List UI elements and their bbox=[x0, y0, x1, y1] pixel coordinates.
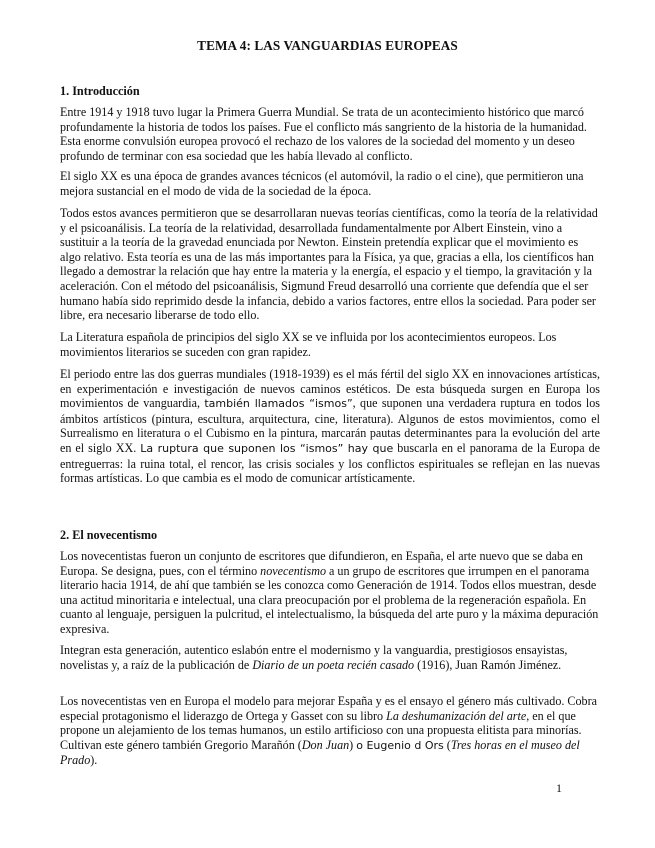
section-heading-novecentismo: 2. El novecentismo bbox=[60, 528, 158, 542]
paragraph-avances-tecnicos: El siglo XX es una época de grandes avances técnicos (el automóvil, la radio o el cine), que permitieron una mejora sustancial en el modo de vida de la sociedad de la época. bbox=[60, 169, 584, 198]
paragraph-literatura-espanola: La Literatura española de principios del siglo XX se ve influida por los acontecimientos europeos. Los movimientos literarios se suceden con gran rapidez. bbox=[60, 330, 557, 359]
section-heading-introduccion: 1. Introducción bbox=[60, 84, 140, 98]
paragraph-generacion: Integran esta generación, autentico eslabón entre el modernismo y la vanguardia, prestigiosos ensayistas, novelistas y, a raíz de la publicación de Diario de un poeta recién casado (1916), Juan Ramón Jiménez. bbox=[60, 643, 568, 672]
page-number: 1 bbox=[556, 781, 562, 795]
paragraph-ensayo: Los novecentistas ven en Europa el modelo para mejorar España y es el ensayo el género más cultivado. Cobra especial protagonismo el liderazgo de Ortega y Gasset con su libro La deshumanización del arte, en el que propone un alejamiento de los temas humanos, un estilo artificioso con una propuesta elitista para minorías. Cultivan este género también Gregorio Marañón (Don Juan) o Eugenio d Ors (Tres horas en el museo del Prado). bbox=[60, 694, 597, 768]
page-title: TEMA 4: LAS VANGUARDIAS EUROPEAS bbox=[197, 38, 458, 53]
paragraph-novecentistas: Los novecentistas fueron un conjunto de escritores que difundieron, en España, el arte nuevo que se daba en Europa. Se designa, pues, con el término novecentismo a un grupo de escritores que irrumpen en el panorama literario hacia 1914, de ahí que también se les conozca como Generación de 1914. Todos ellos muestran, desde una actitud minoritaria e intelectual, una clara preocupación por el problema de la regeneración española. En cuanto al lenguaje, persiguen la pulcritud, el intelectualismo, la búsqueda del arte puro y la máxima depuración expresiva. bbox=[60, 549, 599, 636]
paragraph-guerra-mundial: Entre 1914 y 1918 tuvo lugar la Primera Guerra Mundial. Se trata de un acontecimiento histórico que marcó profundamente la historia de todos los países. Fue el conflicto más sangriento de la historia de la humanidad. Esta enorme convulsión europea provocó el rechazo de los valores de la sociedad del momento y un deseo profundo de terminar con esa sociedad que les había llevado al conflicto. bbox=[60, 105, 587, 163]
paragraph-vanguardias: El periodo entre las dos guerras mundiales (1918-1939) es el más fértil del siglo XX en innovaciones artísticas, en experimentación e investigación de nuevos caminos estéticos. De esta búsqueda surgen en Europa los movimientos de vanguardia, también llamados “ismos”, que suponen una verdadera ruptura en todos los ámbitos artísticos (pintura, escultura, arquitectura, cine, literatura). Algunos de estos movimientos, como el Surrealismo en literatura o el Cubismo en la pintura, marcarán pautas determinantes para la evolución del arte en el siglo XX. La ruptura que suponen los “ismos” hay que buscarla en el panorama de la Europa de entreguerras: la ruina total, el rencor, las crisis sociales y los conflictos espirituales se reflejan en las nuevas formas artísticas. Lo que cambia es el modo de comunicar artísticamente. bbox=[60, 367, 600, 486]
paragraph-teorias-cientificas: Todos estos avances permitieron que se desarrollaran nuevas teorías científicas, como la teoría de la relatividad y el psicoanálisis. La teoría de la relatividad, desarrollada fundamentalmente por Albert Einstein, vino a sustituir a la teoría de la gravedad enunciada por Newton. Einstein pretendía explicar que el movimiento es algo relativo. Esta teoría es una de las más importantes para la Física, ya que, gracias a ella, los científicos han llegado a demostrar la relación que hay entre la materia y la energía, el espacio y el tiempo, la gravitación y la aceleración. Con el método del psicoanálisis, Sigmund Freud desarrolló una corriente que defendía que el ser humano había sido reprimido desde la infancia, debido a varios factores, entre ellos la sociedad. Para poder ser libre, era necesario liberarse de todo ello. bbox=[60, 206, 598, 323]
